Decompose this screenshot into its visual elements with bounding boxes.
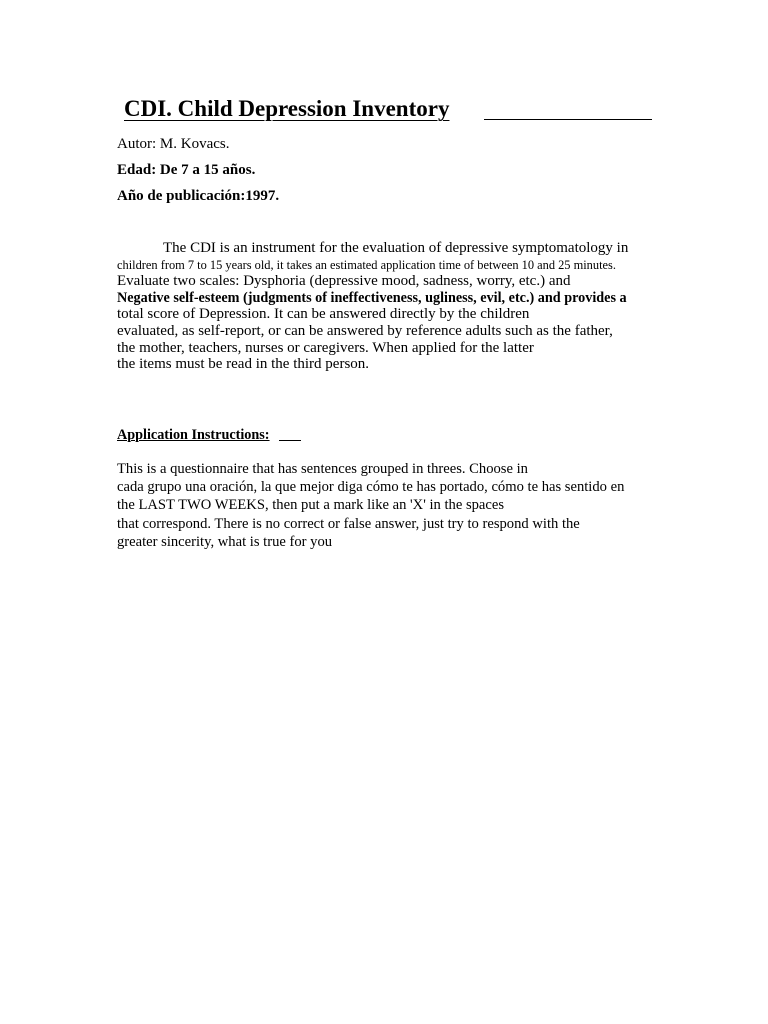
instructions-line: that correspond. There is no correct or false answer, just try to respond with the [117,515,580,532]
author-line: Autor: M. Kovacs. [117,136,230,152]
intro-line: The CDI is an instrument for the evaluation of depressive symptomatology in [163,240,629,256]
intro-line: children from 7 to 15 years old, it takes an estimated application time of between 10 and 25 minutes. [117,257,616,272]
heading-underline-rule [279,440,301,441]
instructions-heading: Application Instructions: [117,427,270,443]
intro-line: Evaluate two scales: Dysphoria (depressive mood, sadness, worry, etc.) and [117,273,571,290]
document-title: CDI. Child Depression Inventory [124,96,450,121]
title-underline-rule [484,119,652,120]
age-range-line: Edad: De 7 a 15 años. [117,162,256,178]
intro-line: evaluated, as self-report, or can be answered by reference adults such as the father, [117,322,613,339]
instructions-line: This is a questionnaire that has sentences grouped in threes. Choose in [117,461,528,477]
instructions-paragraph [117,460,677,551]
instructions-line: the LAST TWO WEEKS, then put a mark like an 'X' in the spaces [117,497,505,514]
intro-line: the mother, teachers, nurses or caregivers. When applied for the latter [117,339,534,356]
publication-year-line: Año de publicación:1997. [117,188,280,204]
intro-line: Negative self-esteem (judgments of ineffectiveness, ugliness, evil, etc.) and provides a [117,289,627,306]
intro-line: total score of Depression. It can be answered directly by the children [117,306,530,323]
instructions-line: greater sincerity, what is true for you [117,533,333,550]
intro-line: the items must be read in the third person. [117,356,370,373]
instructions-line: cada grupo una oración, la que mejor diga cómo te has portado, cómo te has sentido en [117,479,625,496]
intro-paragraph [117,240,657,373]
